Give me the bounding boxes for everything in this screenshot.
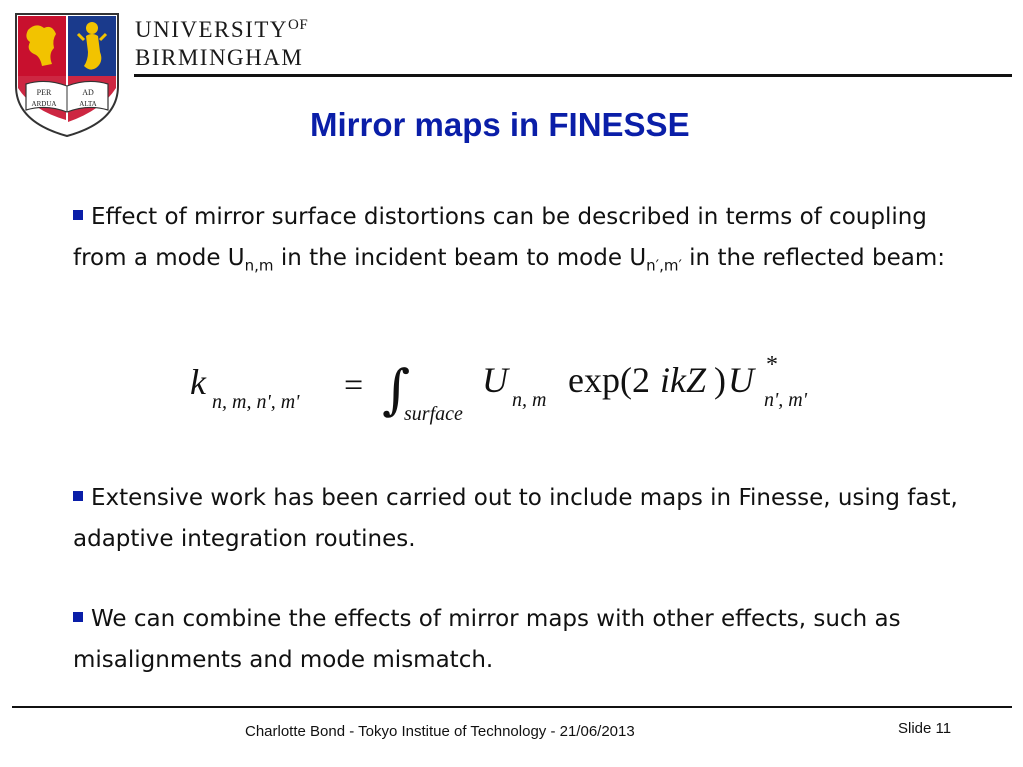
formula-exp-close: ) — [714, 360, 726, 400]
bullet-extensive-work — [73, 478, 973, 560]
slide-title: Mirror maps in FINESSE — [310, 106, 690, 143]
bullet-1-text-a: Effect of mirror surface distortions can be described in terms of coupling from a mode U — [73, 204, 927, 271]
formula-k-sub: n, m, n', m' — [212, 391, 300, 413]
university-of: OF — [288, 17, 309, 33]
crest-motto-ardua: ARDUA — [31, 100, 57, 108]
bullet-square-icon — [73, 210, 83, 220]
formula-u2-sub: n', m' — [764, 389, 807, 411]
formula-k: k — [190, 362, 206, 402]
footer-rule — [12, 706, 1012, 708]
bullet-3-text: We can combine the effects of mirror maps with other effects, such as misalignments and mode mismatch. — [73, 606, 901, 673]
crest-motto-per: PER — [36, 88, 52, 97]
bullet-1-text-b: in the incident beam to mode U — [273, 245, 647, 271]
bullet-combine-effects — [73, 599, 973, 681]
formula-u2: U — [728, 360, 754, 400]
bullet-1-sub-b: n′,m′ — [646, 256, 682, 275]
bullet-2-text: Extensive work has been carried out to include maps in Finesse, using fast, adaptive integration routines. — [73, 485, 958, 552]
university-word: UNIVERSITY — [135, 17, 288, 42]
formula-u1: U — [482, 360, 508, 400]
university-crest-logo — [12, 10, 122, 138]
slide-number: Slide 11 — [898, 720, 952, 737]
university-line1 — [135, 18, 308, 45]
footer-author: Charlotte Bond - Tokyo Institue of Technology - 21/06/2013 — [245, 723, 635, 740]
bullet-square-icon — [73, 491, 83, 501]
formula-exp-open: exp(2 — [568, 360, 650, 400]
bullet-1-text-c: in the reflected beam: — [681, 245, 945, 271]
formula-u2-sup: * — [766, 352, 778, 378]
coupling-formula — [186, 348, 846, 428]
formula-int-sub: surface — [404, 403, 463, 425]
university-line2: BIRMINGHAM — [135, 45, 304, 70]
bullet-square-icon — [73, 612, 83, 622]
formula-equals: = — [344, 367, 364, 404]
formula-ikz: ikZ — [660, 360, 707, 400]
bullet-coupling — [73, 197, 973, 279]
formula-u1-sub: n, m — [512, 389, 547, 411]
header-rule — [134, 74, 1012, 77]
formula-integral: ∫ — [382, 358, 411, 421]
bullet-1-sub-a: n,m — [244, 256, 274, 275]
crest-motto-ad: AD — [82, 88, 94, 97]
crest-motto-alta: ALTA — [79, 100, 97, 108]
university-wordmark — [135, 18, 308, 71]
